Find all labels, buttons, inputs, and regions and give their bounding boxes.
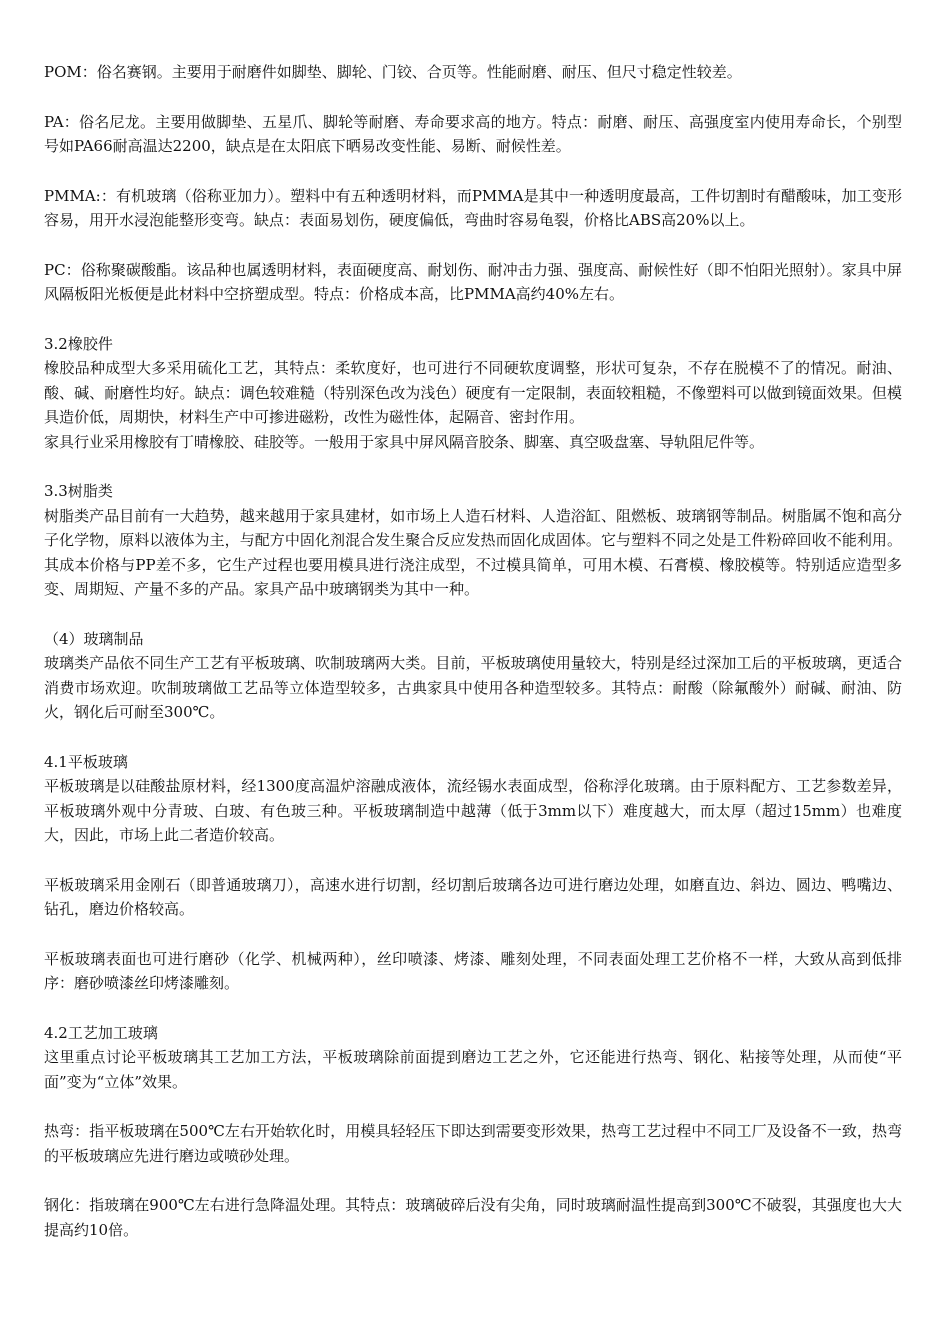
section-heading-flat-glass: 4.1平板玻璃 — [44, 752, 128, 771]
section-heading-resin: 3.3树脂类 — [44, 482, 113, 500]
rubber-usage-paragraph: 家具行业采用橡胶有丁晴橡胶、硅胶等。一般用于家具中屏风隔音胶条、脚塞、真空吸盘塞、导轨阻尼件等。 — [44, 432, 765, 451]
document-page — [44, 60, 902, 1242]
pmma-paragraph: PMMA:：有机玻璃（俗称亚加力）。塑料中有五种透明材料，而PMMA是其中一种透明度最高，工件切割时有醋酸味，加工变形容易，用开水浸泡能整形变弯。缺点：表面易划伤，硬度偏低，弯曲时容易龟裂，价格比ABS高20%以上。 — [44, 186, 902, 229]
spacer — [44, 848, 902, 873]
section-heading-processed-glass: 4.2工艺加工玻璃 — [44, 1023, 158, 1042]
spacer — [44, 725, 902, 750]
spacer — [44, 602, 902, 627]
spacer — [44, 85, 902, 110]
spacer — [44, 996, 902, 1021]
flat-glass-paragraph: 平板玻璃是以硅酸盐原材料，经1300度高温炉溶融成液体，流经锡水表面成型，俗称浮化玻璃。由于原料配方、工艺参数差异，平板玻璃外观中分青玻、白玻、有色玻三种。平板玻璃制造中越薄（低于3mm以下）难度越大，而太厚（超过15mm）也难度大，因此，市场上此二者造价较高。 — [44, 777, 902, 844]
spacer — [44, 307, 902, 332]
processed-glass-paragraph: 这里重点讨论平板玻璃其工艺加工方法，平板玻璃除前面提到磨边工艺之外，它还能进行热弯、钢化、粘接等处理，从而使“平面”变为“立体”效果。 — [44, 1048, 902, 1091]
hot-bending-paragraph: 热弯：指平板玻璃在500℃左右开始软化时，用模具轻轻压下即达到需要变形效果，热弯工艺过程中不同工厂及设备不一致，热弯的平板玻璃应先进行磨边或喷砂处理。 — [44, 1122, 902, 1165]
section-heading-rubber: 3.2橡胶件 — [44, 334, 113, 353]
section-heading-glass: （4）玻璃制品 — [44, 629, 144, 648]
rubber-paragraph: 橡胶品种成型大多采用硫化工艺，其特点：柔软度好，也可进行不同硬软度调整，形状可复杂，不存在脱模不了的情况。耐油、酸、碱、耐磨性均好。缺点：调色较难糙（特别深色改为浅色）硬度有一定限制，表面较粗糙，不像塑料可以做到镜面效果。但模具造价低，周期快，材料生产中可掺进磁粉，改性为磁性体，起隔音、密封作用。 — [44, 359, 902, 426]
glass-cutting-paragraph: 平板玻璃采用金刚石（即普通玻璃刀），高速水进行切割，经切割后玻璃各边可进行磨边处理，如磨直边、斜边、圆边、鸭嘴边、钻孔，磨边价格较高。 — [44, 875, 902, 918]
pc-paragraph: PC：俗称聚碳酸酯。该品种也属透明材料，表面硬度高、耐划伤、耐冲击力强、强度高、耐候性好（即不怕阳光照射）。家具中屏风隔板阳光板便是此材料中空挤塑成型。特点：价格成本高，比PMMA高约40%左右。 — [44, 260, 902, 303]
spacer — [44, 454, 902, 479]
glass-surface-paragraph: 平板玻璃表面也可进行磨砂（化学、机械两种），丝印喷漆、烤漆、雕刻处理，不同表面处理工艺价格不一样，大致从高到低排序：磨砂喷漆丝印烤漆雕刻。 — [44, 949, 902, 992]
resin-paragraph: 树脂类产品目前有一大趋势，越来越用于家具建材，如市场上人造石材料、人造浴缸、阻燃板、玻璃钢等制品。树脂属不饱和高分子化学物，原料以液体为主，与配方中固化剂混合发生聚合反应发热而固化成固体。它与塑料不同之处是工件粉碎回收不能利用。其成本价格与PP差不多，它生产过程也要用模具进行浇注成型，不过模具简单，可用木模、石膏模、橡胶模等。特别适应造型多变、周期短、产量不多的产品。家具产品中玻璃钢类为其中一种。 — [44, 506, 902, 598]
tempering-paragraph: 钢化：指玻璃在900℃左右进行急降温处理。其特点：玻璃破碎后没有尖角，同时玻璃耐温性提高到300℃不破裂，其强度也大大提高约10倍。 — [44, 1196, 902, 1239]
spacer — [44, 922, 902, 947]
glass-paragraph: 玻璃类产品依不同生产工艺有平板玻璃、吹制玻璃两大类。目前，平板玻璃使用量较大，特别是经过深加工后的平板玻璃，更适合消费市场欢迎。吹制玻璃做工艺品等立体造型较多，古典家具中使用各种造型较多。其特点：耐酸（除氟酸外）耐碱、耐油、防火，钢化后可耐至300℃。 — [44, 654, 902, 721]
pom-paragraph: POM：俗名赛钢。主要用于耐磨件如脚垫、脚轮、门铰、合页等。性能耐磨、耐压、但尺寸稳定性较差。 — [44, 63, 742, 81]
spacer — [44, 233, 902, 258]
pa-paragraph: PA：俗名尼龙。主要用做脚垫、五星爪、脚轮等耐磨、寿命要求高的地方。特点：耐磨、耐压、高强度室内使用寿命长，个别型号如PA66耐高温达2200，缺点是在太阳底下晒易改变性能、易断、耐候性差。 — [44, 112, 902, 155]
spacer — [44, 1094, 902, 1119]
spacer — [44, 1168, 902, 1193]
spacer — [44, 159, 902, 184]
